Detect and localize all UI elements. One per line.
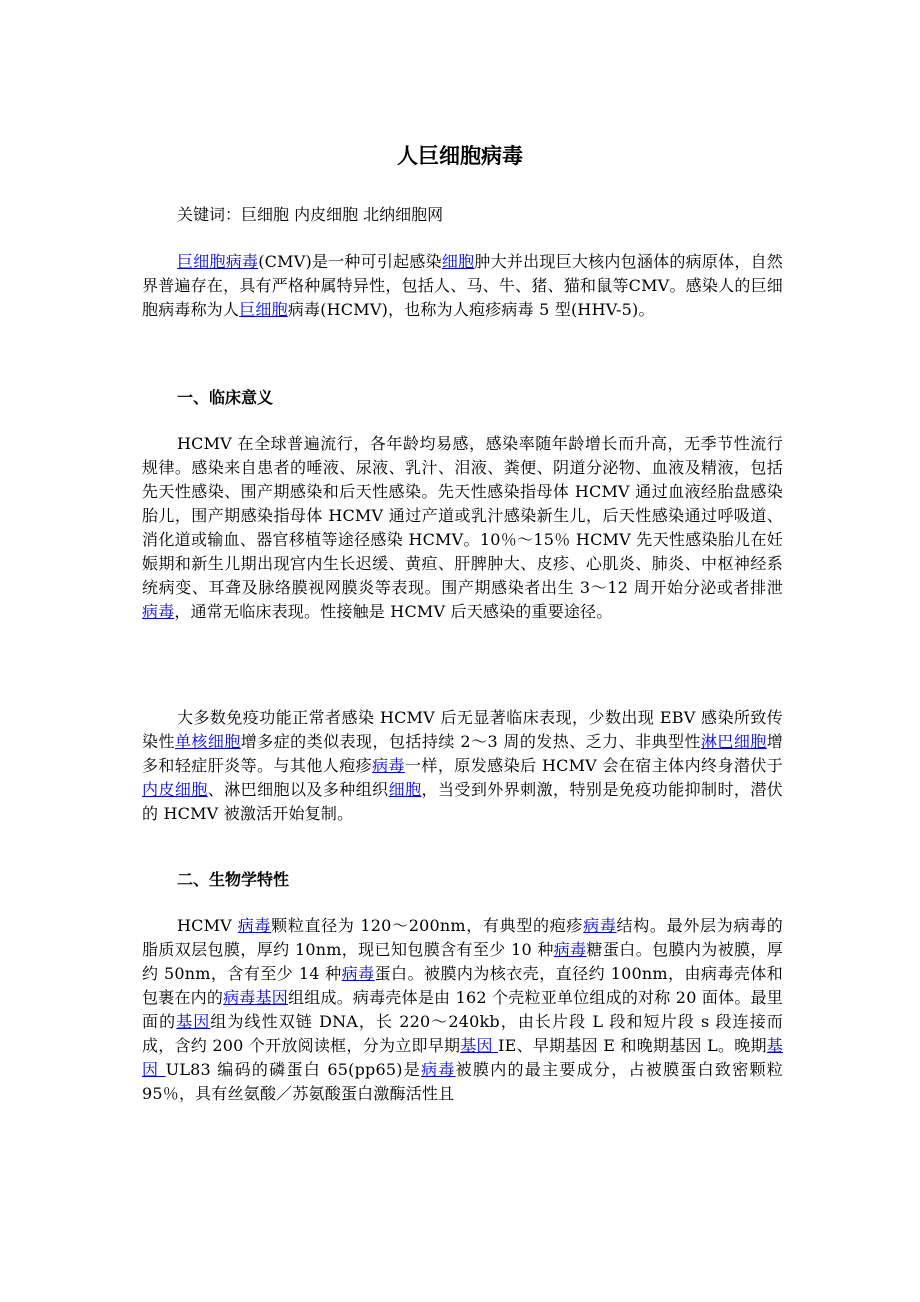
clinical-p1-text-2: ，通常无临床表现。性接触是 HCMV 后天感染的重要途径。 (174, 602, 613, 621)
link-virus[interactable]: 病毒 (341, 964, 375, 983)
link-endothelial-cell[interactable]: 内皮细胞 (142, 780, 208, 799)
biology-text-1: HCMV (177, 916, 238, 935)
link-cell[interactable]: 细胞 (441, 252, 475, 271)
biology-text-2: 颗粒直径为 120～200nm，有典型的疱疹 (271, 916, 584, 935)
biology-text-6: 组组成。病毒壳体是由 162 个壳粒亚单位组成的对称 20 面体。最里面的 (142, 988, 783, 1031)
clinical-p2-text-3: 增多和轻症肝炎等。与其他人疱疹 (142, 732, 783, 775)
link-virus-gene[interactable]: 病毒基因 (223, 988, 289, 1007)
link-lymphocyte[interactable]: 淋巴细胞 (700, 732, 767, 751)
biology-text-8: IE、早期基因 E 和晚期基因 L。晚期 (498, 1036, 767, 1055)
link-virus[interactable]: 病毒 (553, 940, 587, 959)
link-giant-cell[interactable]: 巨细胞 (239, 300, 288, 319)
intro-paragraph (142, 250, 783, 322)
biology-text-5: 蛋白。被膜内为核衣壳，直径约 100nm，由病毒壳体和包裹在内的 (142, 964, 784, 1007)
link-gene[interactable]: 基因 (460, 1036, 499, 1055)
clinical-paragraph-2 (142, 706, 783, 826)
intro-text-1: (CMV)是一种可引起感染 (258, 252, 442, 271)
clinical-p2-text-1: 大多数免疫功能正常者感染 HCMV 后无显著临床表现，少数出现 EBV 感染所致传染性 (142, 708, 783, 751)
link-monocyte[interactable]: 单核细胞 (174, 732, 241, 751)
link-cell[interactable]: 细胞 (388, 780, 422, 799)
clinical-p2-text-6: ，当受到外界刺激，特别是免疫功能抑制时，潜伏的 HCMV 被激活开始复制。 (142, 780, 783, 823)
clinical-p2-text-4: 一样，原发感染后 HCMV 会在宿主体内终身潜伏于 (404, 756, 783, 775)
section-heading-biology: 二、生物学特性 (177, 870, 290, 889)
clinical-p2-text-5: 、淋巴细胞以及多种组织 (207, 780, 389, 799)
link-gene[interactable]: 基因 (176, 1012, 211, 1031)
link-virus[interactable]: 病毒 (142, 602, 175, 621)
intro-text-2: 肿大并出现巨大核内包涵体的病原体，自然界普遍存在，具有严格种属特异性，包括人、马、牛、猪、猫和鼠等CMV。感染人的巨细胞病毒称为人 (142, 252, 784, 319)
link-virus[interactable]: 病毒 (421, 1060, 456, 1079)
clinical-p1-text-1: HCMV 在全球普遍流行，各年龄均易感，感染率随年龄增长而升高，无季节性流行规律。感染来自患者的唾液、尿液、乳汁、泪液、粪便、阴道分泌物、血液及精液，包括先天性感染、围产期感染和后天性感染。先天性感染指母体 HCMV 通过血液经胎盘感染胎儿，围产期感染指母体 HCMV 通过产道或乳汁感染新生儿，后天性感染通过呼吸道、消化道或输血、器官移植等途径感染 HCMV。10％～15％ HCMV 先天性感染胎儿在妊娠期和新生儿期出现宫内生长迟缓、黄疸、肝脾肿大、皮疹、心肌炎、肺炎、中枢神经系统病变、耳聋及脉络膜视网膜炎等表现。围产期感染者出生 3～12 周开始分泌或者排泄 (142, 434, 783, 597)
biology-text-9: UL83 编码的磷蛋白 65(pp65)是 (165, 1060, 422, 1079)
link-virus[interactable]: 病毒 (372, 756, 405, 775)
link-gene[interactable]: 基因 (142, 1036, 783, 1079)
biology-text-4: 糖蛋白。包膜内为被膜，厚约 50nm，含有至少 14 种 (142, 940, 783, 983)
biology-text-10: 被膜内的最主要成分，占被膜蛋白致密颗粒 95％，具有丝氨酸／苏氨酸蛋白激酶活性且 (142, 1060, 783, 1103)
document-title: 人巨细胞病毒 (397, 144, 523, 168)
biology-text-7: 组为线性双链 DNA，长 220～240kb，由长片段 L 段和短片段 s 段连接而成，含约 200 个开放阅读框，分为立即早期 (142, 1012, 784, 1055)
clinical-paragraph-1 (142, 432, 783, 624)
section-heading-clinical: 一、临床意义 (177, 388, 274, 407)
biology-text-3: 结构。最外层为病毒的脂质双层包膜，厚约 10nm，现已知包膜含有至少 10 种 (142, 916, 784, 959)
biology-paragraph-1 (142, 914, 783, 1106)
link-virus[interactable]: 病毒 (583, 916, 617, 935)
link-virus[interactable]: 病毒 (237, 916, 272, 935)
link-cytomegalovirus[interactable]: 巨细胞病毒 (177, 252, 259, 271)
intro-text-3: 病毒(HCMV)，也称为人疱疹病毒 5 型(HHV-5)。 (287, 300, 655, 319)
clinical-p2-text-2: 增多症的类似表现，包括持续 2～3 周的发热、乏力、非典型性 (240, 732, 701, 751)
keywords-line: 关键词：巨细胞 内皮细胞 北纳细胞网 (177, 205, 444, 224)
